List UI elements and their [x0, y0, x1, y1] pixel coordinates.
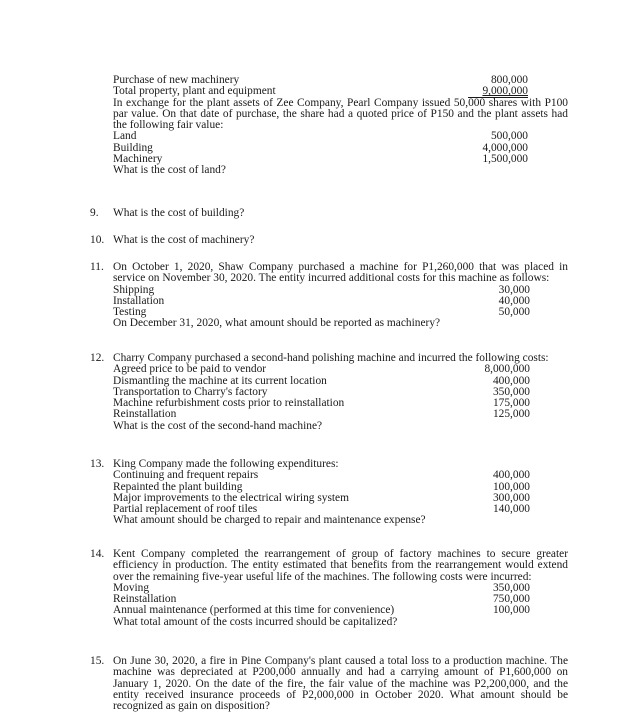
question-number: 10.	[90, 234, 105, 246]
row-label: Machinery	[113, 153, 163, 166]
question-text: Charry Company purchased a second-hand polishing machine and incurred the following costs:	[113, 352, 549, 364]
row-label: Dismantling the machine at its current location	[113, 374, 327, 387]
cost-row	[113, 470, 568, 481]
row-label: Total property, plant and equipment	[113, 85, 276, 98]
amount-row	[113, 86, 568, 97]
question-text: What is the cost of machinery?	[113, 234, 255, 246]
row-label: Major improvements to the electrical wiring system	[113, 491, 349, 504]
row-amount: 350,000	[492, 581, 530, 594]
row-label: Reinstallation	[113, 408, 177, 421]
row-label: Partial replacement of roof tiles	[113, 503, 258, 516]
question-prompt: On December 31, 2020, what amount should be reported as machinery?	[113, 317, 441, 330]
question-number: 9.	[90, 207, 99, 219]
row-amount: 1,500,000	[482, 153, 528, 166]
row-amount: 40,000	[498, 294, 530, 307]
row-label: Continuing and frequent repairs	[113, 469, 259, 482]
question-9	[90, 208, 568, 219]
row-amount: 8,000,000	[484, 363, 530, 376]
row-label: Repainted the plant building	[113, 480, 243, 493]
row-amount: 30,000	[498, 283, 530, 296]
row-label: Building	[113, 141, 153, 154]
row-amount-total: 9,000,000	[468, 86, 528, 97]
question-15	[90, 656, 568, 712]
question-prompt: What total amount of the costs incurred should be capitalized?	[113, 615, 398, 628]
question-number: 13.	[90, 458, 105, 470]
row-amount: 4,000,000	[482, 141, 528, 154]
cost-row	[113, 364, 568, 375]
row-amount: 500,000	[490, 130, 528, 143]
row-label: Machine refurbishment costs prior to reinstallation	[113, 397, 345, 410]
question-text: What is the cost of land?	[113, 164, 226, 177]
question-12	[90, 353, 568, 432]
question-intro: In exchange for the plant assets of Zee Company, Pearl Company issued 50,000 shares with P100 par value. On that date of purchase, the share had a quoted price of P150 and the plant assets had the following fair value:	[113, 96, 568, 132]
question-number: 14.	[90, 548, 105, 560]
row-amount: 750,000	[492, 593, 530, 606]
row-amount: 50,000	[498, 306, 530, 319]
row-amount: 100,000	[492, 480, 530, 493]
row-label: Agreed price to be paid to vendor	[113, 363, 267, 376]
row-label: Testing	[113, 306, 147, 319]
row-amount: 300,000	[492, 491, 530, 504]
row-amount: 400,000	[492, 374, 530, 387]
row-amount: 800,000	[490, 74, 528, 86]
question-prompt: What amount should be charged to repair and maintenance expense?	[113, 514, 426, 527]
question-text: King Company made the following expenditures:	[113, 458, 339, 470]
question-13	[90, 459, 568, 527]
row-label: Purchase of new machinery	[113, 74, 240, 86]
row-label: Installation	[113, 294, 165, 307]
question-text: What is the cost of building?	[113, 207, 245, 219]
question-10	[90, 235, 568, 246]
question-number: 12.	[90, 352, 105, 364]
row-amount: 175,000	[492, 397, 530, 410]
question-prompt: What is the cost of the second-hand machine?	[113, 419, 323, 432]
row-amount: 400,000	[492, 469, 530, 482]
row-label: Reinstallation	[113, 593, 177, 606]
question-number: 11.	[90, 261, 104, 273]
question-text: On October 1, 2020, Shaw Company purchased a machine for P1,260,000 that was placed in service on November 30, 2020. The entity incurred additional costs for this machine as follows:	[113, 261, 568, 285]
question-number: 15.	[90, 655, 105, 667]
question-text: On June 30, 2020, a fire in Pine Company's plant caused a total loss to a production machine. The machine was depreciated at P200,000 annually and had a carrying amount of P1,600,000 on January 1, 2020. On the date of the fire, the fair value of the machine was P2,200,000, and the entity received insurance proceeds of P2,000,000 in October 2020. What amount should be recognized as gain on disposition?	[113, 655, 568, 713]
question-14	[90, 549, 568, 628]
row-label: Land	[113, 130, 137, 143]
row-label: Annual maintenance (performed at this time for convenience)	[113, 604, 395, 617]
row-amount: 140,000	[492, 503, 530, 516]
row-label: Moving	[113, 581, 150, 594]
ppe-summary	[113, 75, 568, 177]
row-amount: 125,000	[492, 408, 530, 421]
row-label: Shipping	[113, 283, 155, 296]
row-label: Transportation to Charry's factory	[113, 385, 268, 398]
row-amount: 100,000	[492, 604, 530, 617]
row-amount: 350,000	[492, 385, 530, 398]
question-11	[90, 262, 568, 330]
question-text: Kent Company completed the rearrangement of group of factory machines to secure greater efficiency in production. The entity estimated that benefits from the rearrangement would extend over the remaining five-year useful life of the machines. The following costs were incurred:	[113, 548, 568, 583]
